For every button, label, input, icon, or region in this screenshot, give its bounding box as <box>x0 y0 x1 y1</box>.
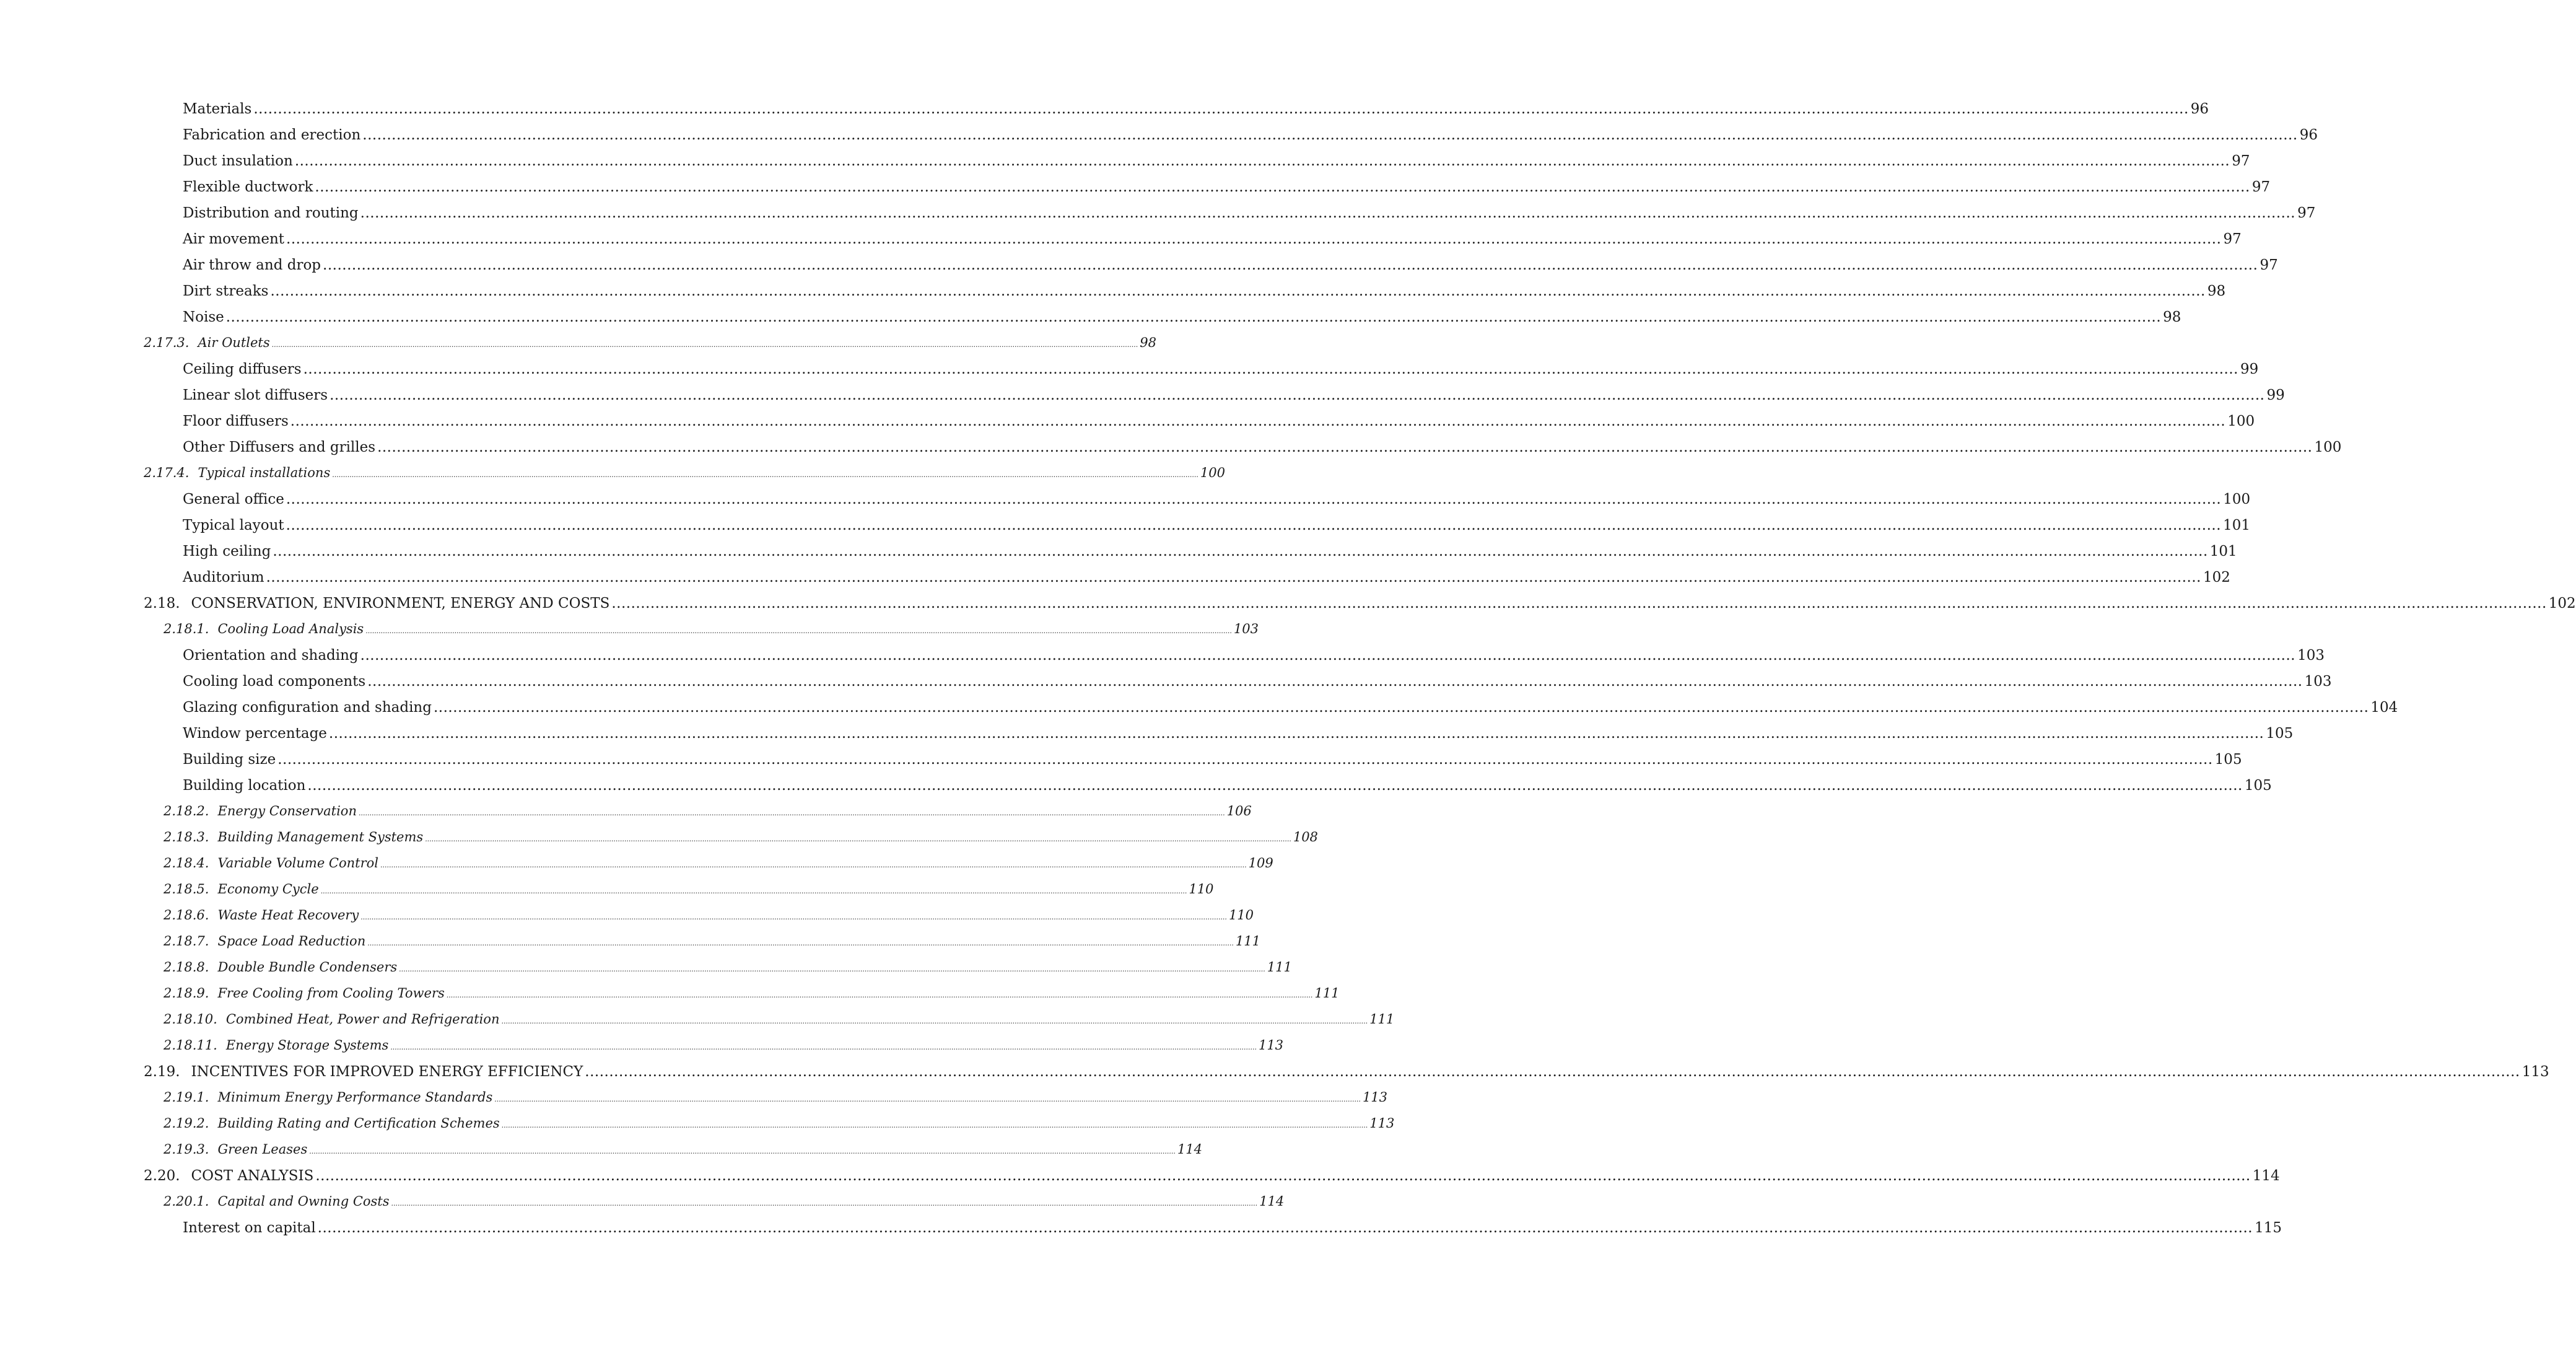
toc-entry-label <box>164 1012 499 1027</box>
toc-entry-label <box>183 309 224 325</box>
toc-entry-label <box>164 1116 500 1131</box>
toc-section-number: 2.20. <box>144 1168 180 1184</box>
toc-section-number: 2.18.2. <box>164 804 209 818</box>
toc-page-number: 109 <box>1248 856 1273 870</box>
toc-section-number: 2.18.4. <box>164 856 209 870</box>
toc-entry-label <box>144 595 609 611</box>
toc-entry[interactable] <box>0 960 1292 986</box>
dot-leader: ................................................................................................................................................................................................................................................................................................................................................................................................................ <box>271 341 1138 349</box>
toc-page-number: 97 <box>2251 179 2271 195</box>
dot-leader: ................................................................................................................................................................................................................................................................................................................................................................................................................ <box>332 471 1198 479</box>
toc-entry-title: Orientation and shading <box>183 647 359 664</box>
toc-entry[interactable] <box>0 647 2325 673</box>
dot-leader: ................................................................................................................................................................................................................................................................................................................................................................................................................ <box>323 257 2258 273</box>
toc-entry[interactable] <box>0 231 2242 257</box>
toc-page-number: 102 <box>2548 595 2576 611</box>
toc-entry-label <box>183 725 327 742</box>
toc-page-number: 106 <box>1226 804 1252 818</box>
toc-entry-label <box>183 413 289 429</box>
toc-section-number: 2.18.8. <box>164 960 209 975</box>
dot-leader: ................................................................................................................................................................................................................................................................................................................................................................................................................ <box>286 231 2222 247</box>
toc-entry-label <box>183 387 328 403</box>
toc-entry-title: Floor diffusers <box>183 413 289 429</box>
dot-leader: ................................................................................................................................................................................................................................................................................................................................................................................................................ <box>365 627 1232 635</box>
toc-entry[interactable] <box>0 569 2230 595</box>
toc-page-number: 113 <box>1362 1090 1388 1105</box>
toc-entry[interactable] <box>0 778 2272 804</box>
toc-entry-title: Window percentage <box>183 725 327 742</box>
dot-leader: ................................................................................................................................................................................................................................................................................................................................................................................................................ <box>309 1147 1176 1155</box>
toc-entry[interactable] <box>0 621 1259 647</box>
toc-entry-title: Building location <box>183 778 306 794</box>
toc-entry[interactable] <box>0 725 2294 752</box>
toc-entry[interactable] <box>0 1142 1202 1168</box>
toc-page-number: 98 <box>2163 309 2181 325</box>
toc-page-number: 105 <box>2266 725 2294 742</box>
toc-page-number: 100 <box>2223 491 2251 507</box>
toc-entry[interactable] <box>0 856 1273 882</box>
toc-entry-label <box>164 856 378 870</box>
toc-entry-label <box>144 1064 583 1080</box>
toc-page-number: 97 <box>2297 205 2316 221</box>
dot-leader: ................................................................................................................................................................................................................................................................................................................................................................................................................ <box>390 1043 1257 1051</box>
toc-page-number: 103 <box>2297 647 2325 664</box>
toc-page-number: 97 <box>2259 257 2278 273</box>
toc-entry-label <box>164 960 397 975</box>
toc-entry-title: Ceiling diffusers <box>183 361 302 377</box>
toc-entry[interactable] <box>0 205 2316 231</box>
toc-entry[interactable] <box>0 1194 1285 1220</box>
toc-entry[interactable] <box>0 179 2271 205</box>
toc-section-number: 2.18.6. <box>164 908 209 923</box>
toc-entry-label <box>183 257 321 273</box>
toc-entry-title: Economy Cycle <box>217 882 319 896</box>
toc-entry[interactable] <box>0 595 2576 621</box>
toc-entry-label <box>183 647 359 664</box>
toc-entry-title: Interest on capital <box>183 1220 316 1236</box>
toc-entry-label <box>164 1142 307 1157</box>
dot-leader: ................................................................................................................................................................................................................................................................................................................................................................................................................ <box>290 413 2226 429</box>
toc-page-number: 111 <box>1369 1012 1395 1027</box>
toc-entry-label <box>183 699 432 716</box>
dot-leader: ................................................................................................................................................................................................................................................................................................................................................................................................................ <box>494 1095 1361 1103</box>
dot-leader: ................................................................................................................................................................................................................................................................................................................................................................................................................ <box>273 543 2208 559</box>
toc-page-number: 105 <box>2214 752 2242 768</box>
toc-entry-label <box>183 127 360 143</box>
dot-leader: ................................................................................................................................................................................................................................................................................................................................................................................................................ <box>391 1199 1258 1207</box>
dot-leader: ................................................................................................................................................................................................................................................................................................................................................................................................................ <box>270 283 2206 299</box>
toc-entry-label <box>183 491 284 507</box>
toc-entry-title: Materials <box>183 101 252 117</box>
toc-page-number: 97 <box>2223 231 2242 247</box>
toc-page-number: 98 <box>2207 283 2226 299</box>
toc-page-number: 100 <box>2314 439 2342 455</box>
toc-entry[interactable] <box>0 361 2259 387</box>
toc-page-number: 96 <box>2299 127 2318 143</box>
toc-entry-title: Auditorium <box>183 569 264 585</box>
toc-entry-label <box>183 778 305 794</box>
toc-page-number: 104 <box>2370 699 2398 716</box>
toc-entry-title: Double Bundle Condensers <box>217 960 398 975</box>
toc-entry-label <box>164 934 365 949</box>
toc-entry[interactable] <box>0 127 2318 153</box>
toc-section-number: 2.18.1. <box>164 621 209 636</box>
toc-entry-title: Other Diffusers and grilles <box>183 439 376 455</box>
toc-entry[interactable] <box>0 439 2342 465</box>
toc-entry-title: High ceiling <box>183 543 271 559</box>
toc-section-number: 2.18.9. <box>164 986 209 1001</box>
toc-entry[interactable] <box>0 908 1254 934</box>
toc-entry-label <box>144 465 330 480</box>
toc-entry-label <box>183 673 365 690</box>
toc-entry-title: Energy Conservation <box>217 804 357 818</box>
toc-entry-label <box>183 205 359 221</box>
toc-entry-label <box>164 908 359 923</box>
toc-entry-label <box>164 621 364 636</box>
toc-page-number: 99 <box>2240 361 2259 377</box>
toc-entry-label <box>183 1220 316 1236</box>
toc-entry[interactable] <box>0 1012 1395 1038</box>
toc-entry-label <box>183 179 313 195</box>
toc-entry-label <box>183 752 276 768</box>
dot-leader: ................................................................................................................................................................................................................................................................................................................................................................................................................ <box>266 569 2201 585</box>
dot-leader: ................................................................................................................................................................................................................................................................................................................................................................................................................ <box>315 1168 2251 1184</box>
toc-entry[interactable] <box>0 153 2250 179</box>
toc-page-number: 110 <box>1189 882 1214 896</box>
toc-page-number: 113 <box>1258 1038 1284 1053</box>
toc-page-number: 111 <box>1235 934 1260 949</box>
toc-entry[interactable] <box>0 830 1318 856</box>
toc-entry[interactable] <box>0 413 2255 439</box>
dot-leader: ................................................................................................................................................................................................................................................................................................................................................................................................................ <box>367 939 1234 947</box>
dot-leader: ................................................................................................................................................................................................................................................................................................................................................................................................................ <box>367 673 2303 690</box>
toc-entry-title: Green Leases <box>217 1142 308 1157</box>
toc-entry[interactable] <box>0 1064 2549 1090</box>
toc-page-number: 113 <box>2521 1064 2549 1080</box>
toc-entry-title: Building size <box>183 752 276 768</box>
dot-leader: ................................................................................................................................................................................................................................................................................................................................................................................................................ <box>362 127 2298 143</box>
toc-entry-label <box>164 882 319 896</box>
dot-leader: ................................................................................................................................................................................................................................................................................................................................................................................................................ <box>433 699 2369 716</box>
dot-leader: ................................................................................................................................................................................................................................................................................................................................................................................................................ <box>377 439 2313 455</box>
toc-entry-title: Cooling load components <box>183 673 366 690</box>
toc-entry-title: Air throw and drop <box>183 257 321 273</box>
toc-entry-label <box>164 830 423 844</box>
toc-entry[interactable] <box>0 804 1252 830</box>
toc-entry-title: CONSERVATION, ENVIRONMENT, ENERGY AND COSTS <box>191 595 610 611</box>
toc-entry-title: Air movement <box>183 231 285 247</box>
toc-entry[interactable] <box>0 1220 2282 1246</box>
toc-page-number: 105 <box>2244 778 2272 794</box>
toc-entry-label <box>183 517 284 533</box>
toc-entry-title: Distribution and routing <box>183 205 359 221</box>
toc-entry-title: Free Cooling from Cooling Towers <box>217 986 445 1001</box>
toc-entry[interactable] <box>0 934 1260 960</box>
dot-leader: ................................................................................................................................................................................................................................................................................................................................................................................................................ <box>360 913 1227 921</box>
toc-entry-label <box>144 335 270 350</box>
dot-leader: ................................................................................................................................................................................................................................................................................................................................................................................................................ <box>358 809 1225 817</box>
dot-leader: ................................................................................................................................................................................................................................................................................................................................................................................................................ <box>585 1064 2520 1080</box>
toc-page-number: 114 <box>1177 1142 1202 1157</box>
dot-leader: ................................................................................................................................................................................................................................................................................................................................................................................................................ <box>380 861 1247 869</box>
toc-entry-title: Noise <box>183 309 224 325</box>
toc-entry-label <box>164 1038 388 1053</box>
dot-leader: ................................................................................................................................................................................................................................................................................................................................................................................................................ <box>303 361 2238 377</box>
toc-entry-label <box>144 1168 313 1184</box>
toc-entry[interactable] <box>0 752 2242 778</box>
dot-leader: ................................................................................................................................................................................................................................................................................................................................................................................................................ <box>253 101 2189 117</box>
toc-section-number: 2.18.7. <box>164 934 209 949</box>
toc-entry-title: Linear slot diffusers <box>183 387 328 403</box>
toc-section-number: 2.17.4. <box>144 465 190 480</box>
toc-entry-title: Dirt streaks <box>183 283 269 299</box>
toc-entry-label <box>183 153 293 169</box>
toc-entry[interactable] <box>0 1168 2280 1194</box>
toc-entry-title: Energy Storage Systems <box>225 1038 389 1053</box>
toc-entry-title: Space Load Reduction <box>217 934 366 949</box>
toc-entry[interactable] <box>0 543 2237 569</box>
dot-leader: ................................................................................................................................................................................................................................................................................................................................................................................................................ <box>286 517 2222 533</box>
toc-page-number: 100 <box>1200 465 1225 480</box>
toc-entry-title: Combined Heat, Power and Refrigeration <box>225 1012 500 1027</box>
dot-leader: ................................................................................................................................................................................................................................................................................................................................................................................................................ <box>330 387 2265 403</box>
toc-entry-title: COST ANALYSIS <box>191 1168 314 1184</box>
dot-leader: ................................................................................................................................................................................................................................................................................................................................................................................................................ <box>286 491 2222 507</box>
toc-page-number: 103 <box>1233 621 1259 636</box>
toc-page-number: 114 <box>1259 1194 1285 1209</box>
dot-leader: ................................................................................................................................................................................................................................................................................................................................................................................................................ <box>446 991 1313 999</box>
toc-entry-label <box>164 804 357 818</box>
toc-page-number: 111 <box>1314 986 1340 1001</box>
toc-page-number: 100 <box>2227 413 2255 429</box>
toc-entry[interactable] <box>0 257 2278 283</box>
toc-entry-label <box>164 986 445 1001</box>
toc-entry[interactable] <box>0 465 1225 491</box>
toc-entry[interactable] <box>0 1038 1284 1064</box>
toc-page-number: 97 <box>2232 153 2250 169</box>
dot-leader: ................................................................................................................................................................................................................................................................................................................................................................................................................ <box>225 309 2162 325</box>
toc-entry-label <box>183 543 271 559</box>
toc-entry-title: Cooling Load Analysis <box>217 621 364 636</box>
toc-entry[interactable] <box>0 309 2181 335</box>
toc-entry[interactable] <box>0 1090 1388 1116</box>
toc-entry-label <box>183 101 251 117</box>
toc-section-number: 2.18.5. <box>164 882 209 896</box>
toc-entry-title: Duct insulation <box>183 153 293 169</box>
toc-entry[interactable] <box>0 283 2226 309</box>
toc-entry[interactable] <box>0 517 2250 543</box>
dot-leader: ................................................................................................................................................................................................................................................................................................................................................................................................................ <box>328 725 2264 742</box>
dot-leader: ................................................................................................................................................................................................................................................................................................................................................................................................................ <box>611 595 2547 611</box>
toc-entry-title: INCENTIVES FOR IMPROVED ENERGY EFFICIENCY <box>191 1064 583 1080</box>
toc-entry-label <box>183 569 264 585</box>
toc-entry[interactable] <box>0 335 1156 361</box>
toc-entry[interactable] <box>0 491 2251 517</box>
toc-page-number: 110 <box>1228 908 1254 923</box>
toc-entry-label <box>183 231 284 247</box>
toc-entry-title: Building Management Systems <box>217 830 424 844</box>
dot-leader: ................................................................................................................................................................................................................................................................................................................................................................................................................ <box>277 752 2213 768</box>
toc-page-number: 108 <box>1293 830 1318 844</box>
toc-entry-label <box>183 361 302 377</box>
toc-entry[interactable] <box>0 986 1340 1012</box>
toc-entry-label <box>164 1090 492 1105</box>
toc-entry[interactable] <box>0 673 2332 699</box>
toc-section-number: 2.18.10. <box>164 1012 217 1027</box>
toc-section-number: 2.19. <box>144 1064 180 1080</box>
toc-entry[interactable] <box>0 101 2209 127</box>
dot-leader: ................................................................................................................................................................................................................................................................................................................................................................................................................ <box>317 1220 2253 1236</box>
toc-entry-title: Typical layout <box>183 517 284 533</box>
toc-entry-title: Variable Volume Control <box>217 856 378 870</box>
toc-section-number: 2.18.3. <box>164 830 209 844</box>
toc-section-number: 2.18. <box>144 595 180 611</box>
toc-entry-title: Glazing configuration and shading <box>183 699 432 716</box>
dot-leader: ................................................................................................................................................................................................................................................................................................................................................................................................................ <box>360 205 2296 221</box>
toc-section-number: 2.17.3. <box>144 335 190 350</box>
toc-entry-label <box>183 283 268 299</box>
toc-page-number: 96 <box>2190 101 2209 117</box>
toc-entry-title: Capital and Owning Costs <box>217 1194 390 1209</box>
toc-page-number: 111 <box>1267 960 1292 975</box>
toc-entry-title: General office <box>183 491 284 507</box>
toc-entry-title: Minimum Energy Performance Standards <box>217 1090 493 1105</box>
toc-entry-title: Air Outlets <box>198 335 270 350</box>
toc-page-number: 114 <box>2252 1168 2280 1184</box>
dot-leader: ................................................................................................................................................................................................................................................................................................................................................................................................................ <box>501 1017 1368 1025</box>
toc-section-number: 2.18.11. <box>164 1038 217 1053</box>
toc-section-number: 2.19.3. <box>164 1142 209 1157</box>
toc-page-number: 101 <box>2209 543 2237 559</box>
toc-entry-label <box>183 439 375 455</box>
toc-page-number: 102 <box>2203 569 2230 585</box>
toc-entry-title: Fabrication and erection <box>183 127 361 143</box>
toc-section-number: 2.19.2. <box>164 1116 209 1131</box>
toc-entry[interactable] <box>0 1116 1395 1142</box>
toc-entry-title: Waste Heat Recovery <box>217 908 359 923</box>
toc-entry-label <box>164 1194 390 1209</box>
toc-entry[interactable] <box>0 882 1214 908</box>
toc-entry-title: Typical installations <box>198 465 331 480</box>
dot-leader: ................................................................................................................................................................................................................................................................................................................................................................................................................ <box>294 153 2230 169</box>
dot-leader: ................................................................................................................................................................................................................................................................................................................................................................................................................ <box>315 179 2250 195</box>
toc-page-number: 99 <box>2266 387 2285 403</box>
dot-leader: ................................................................................................................................................................................................................................................................................................................................................................................................................ <box>320 887 1187 895</box>
toc-section-number: 2.19.1. <box>164 1090 209 1105</box>
toc-page-number: 103 <box>2304 673 2332 690</box>
toc-page-number: 113 <box>1369 1116 1395 1131</box>
toc-section-number: 2.20.1. <box>164 1194 209 1209</box>
dot-leader: ................................................................................................................................................................................................................................................................................................................................................................................................................ <box>399 965 1265 973</box>
dot-leader: ................................................................................................................................................................................................................................................................................................................................................................................................................ <box>360 647 2296 664</box>
toc-entry-title: Flexible ductwork <box>183 179 313 195</box>
dot-leader: ................................................................................................................................................................................................................................................................................................................................................................................................................ <box>307 778 2243 794</box>
toc-entry[interactable] <box>0 387 2285 413</box>
toc-page-number: 98 <box>1140 335 1156 350</box>
dot-leader: ................................................................................................................................................................................................................................................................................................................................................................................................................ <box>501 1121 1368 1129</box>
dot-leader: ................................................................................................................................................................................................................................................................................................................................................................................................................ <box>425 835 1291 843</box>
toc-entry[interactable] <box>0 699 2398 725</box>
toc-page-number: 101 <box>2223 517 2250 533</box>
toc-page-number: 115 <box>2255 1220 2282 1236</box>
toc-entry-title: Building Rating and Certification Schemes <box>217 1116 500 1131</box>
table-of-contents <box>0 101 2576 1246</box>
